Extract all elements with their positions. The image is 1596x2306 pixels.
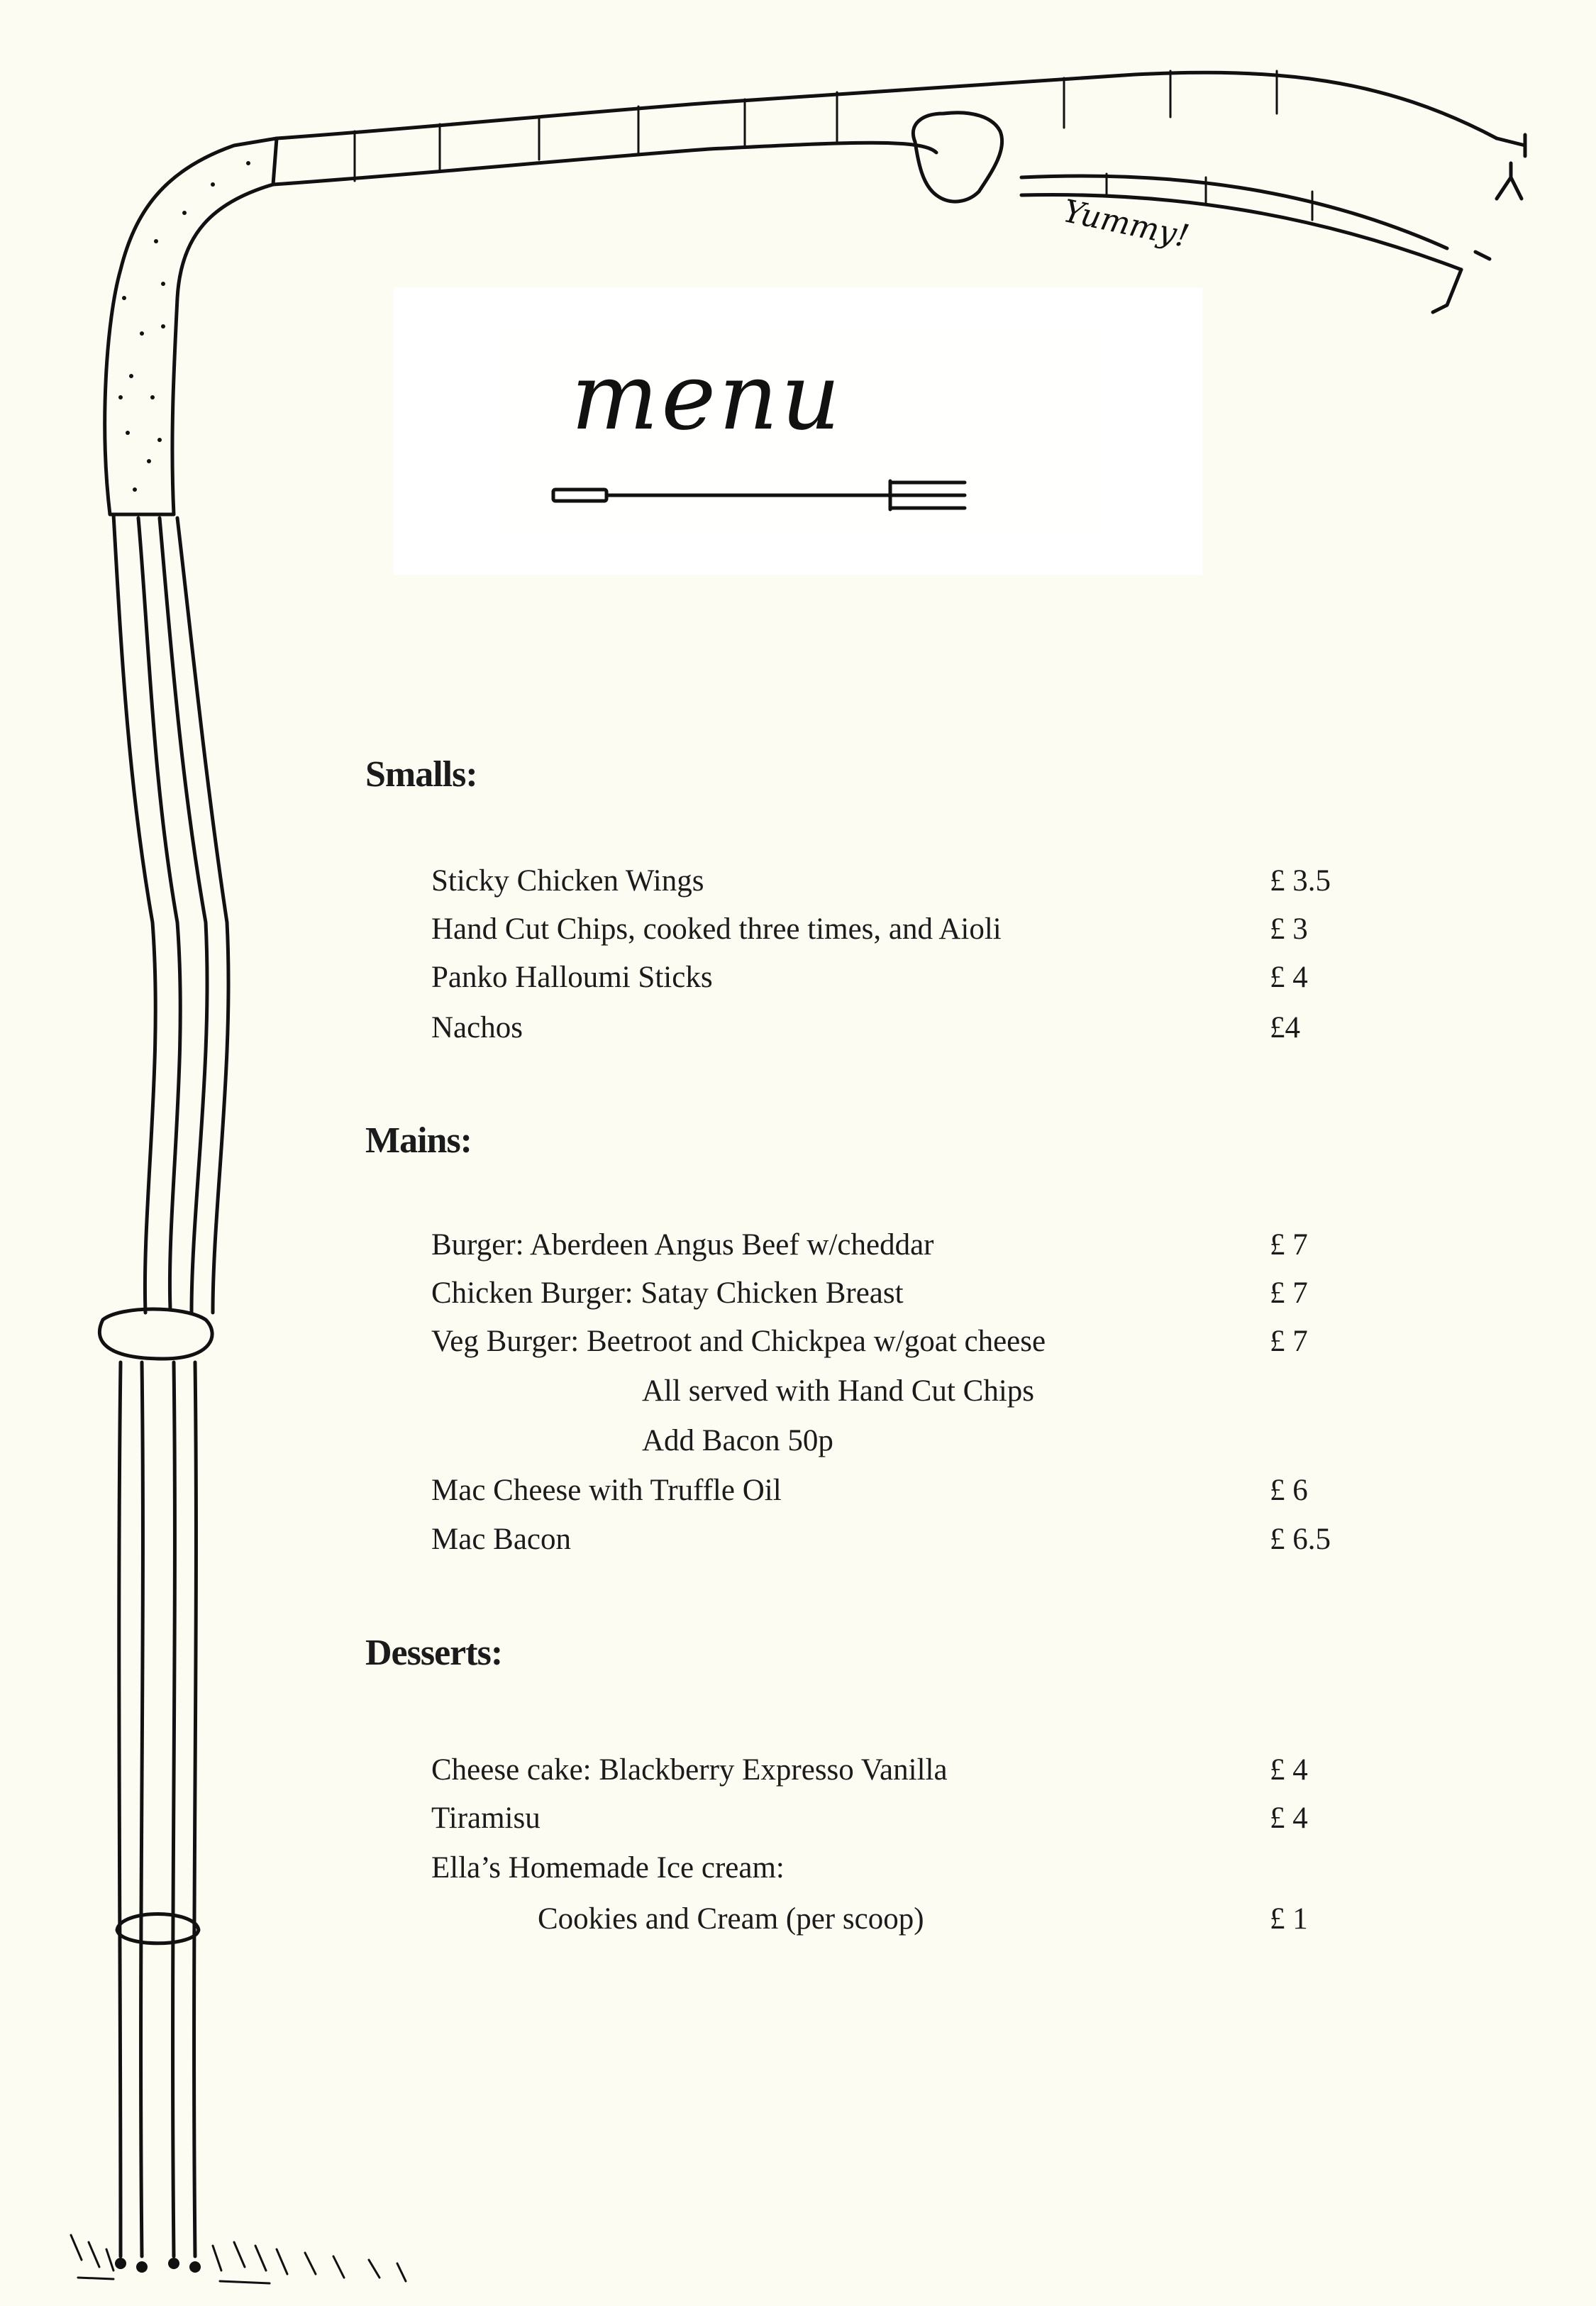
menu-item: Nachos (431, 1011, 523, 1044)
menu-item: Veg Burger: Beetroot and Chickpea w/goat cheese (431, 1325, 1046, 1358)
menu-item: Tiramisu (431, 1802, 541, 1835)
ankle-ring (117, 1914, 199, 1943)
page-title: menu (571, 343, 843, 451)
menu-item-price: £ 6 (1270, 1474, 1308, 1507)
feet (115, 2258, 201, 2273)
leg-right (160, 518, 207, 1313)
torso-dots (118, 161, 250, 492)
pole-3 (173, 1362, 175, 2256)
menu-item-note: All served with Hand Cut Chips (642, 1374, 1034, 1408)
section-heading-desserts: Desserts: (365, 1633, 503, 1673)
menu-item: Sticky Chicken Wings (431, 864, 704, 898)
menu-item-price: £ 3 (1270, 912, 1308, 946)
menu-item-price: £ 1 (1270, 1902, 1308, 1936)
pole-1 (119, 1362, 121, 2256)
title-panel (394, 287, 1202, 575)
menu-item: Cookies and Cream (per scoop) (538, 1902, 924, 1936)
leg-left-inner (138, 518, 180, 1309)
fork-upper (1497, 135, 1525, 199)
pole-2 (141, 1362, 143, 2256)
arm-upper-top (277, 72, 1497, 138)
doodle-caption: Yummy! (1060, 193, 1192, 255)
menu-item-price: £ 3.5 (1270, 864, 1331, 898)
fork-icon (550, 474, 975, 517)
leg-left (113, 514, 155, 1313)
menu-item-price: £ 7 (1270, 1276, 1308, 1310)
section-heading-mains: Mains: (365, 1120, 472, 1161)
menu-item: Hand Cut Chips, cooked three times, and Aioli (431, 912, 1002, 946)
hip-ring (99, 1309, 212, 1359)
menu-item: Chicken Burger: Satay Chicken Breast (431, 1276, 904, 1310)
menu-item-price: £ 7 (1270, 1228, 1308, 1262)
menu-item-note: Add Bacon 50p (642, 1424, 833, 1457)
menu-item: Mac Bacon (431, 1523, 572, 1556)
torso-outline (105, 138, 277, 514)
menu-item-price: £ 4 (1270, 1802, 1308, 1835)
menu-item-price: £4 (1270, 1011, 1300, 1044)
pole-4 (194, 1362, 196, 2256)
title-inner (500, 329, 1096, 538)
section-heading-smalls: Smalls: (365, 754, 477, 795)
head-outline (913, 113, 1002, 202)
menu-item-price: £ 4 (1270, 1753, 1308, 1787)
menu-item: Panko Halloumi Sticks (431, 961, 713, 994)
menu-item: Cheese cake: Blackberry Expresso Vanilla (431, 1753, 948, 1787)
menu-item-price: £ 7 (1270, 1325, 1308, 1358)
menu-item-price: £ 4 (1270, 961, 1308, 994)
menu-item: Mac Cheese with Truffle Oil (431, 1474, 782, 1507)
arm-upper-bottom (273, 143, 936, 184)
menu-item: Ella’s Homemade Ice cream: (431, 1851, 785, 1885)
menu-item: Burger: Aberdeen Angus Beef w/cheddar (431, 1228, 934, 1262)
menu-item-price: £ 6.5 (1270, 1523, 1331, 1556)
